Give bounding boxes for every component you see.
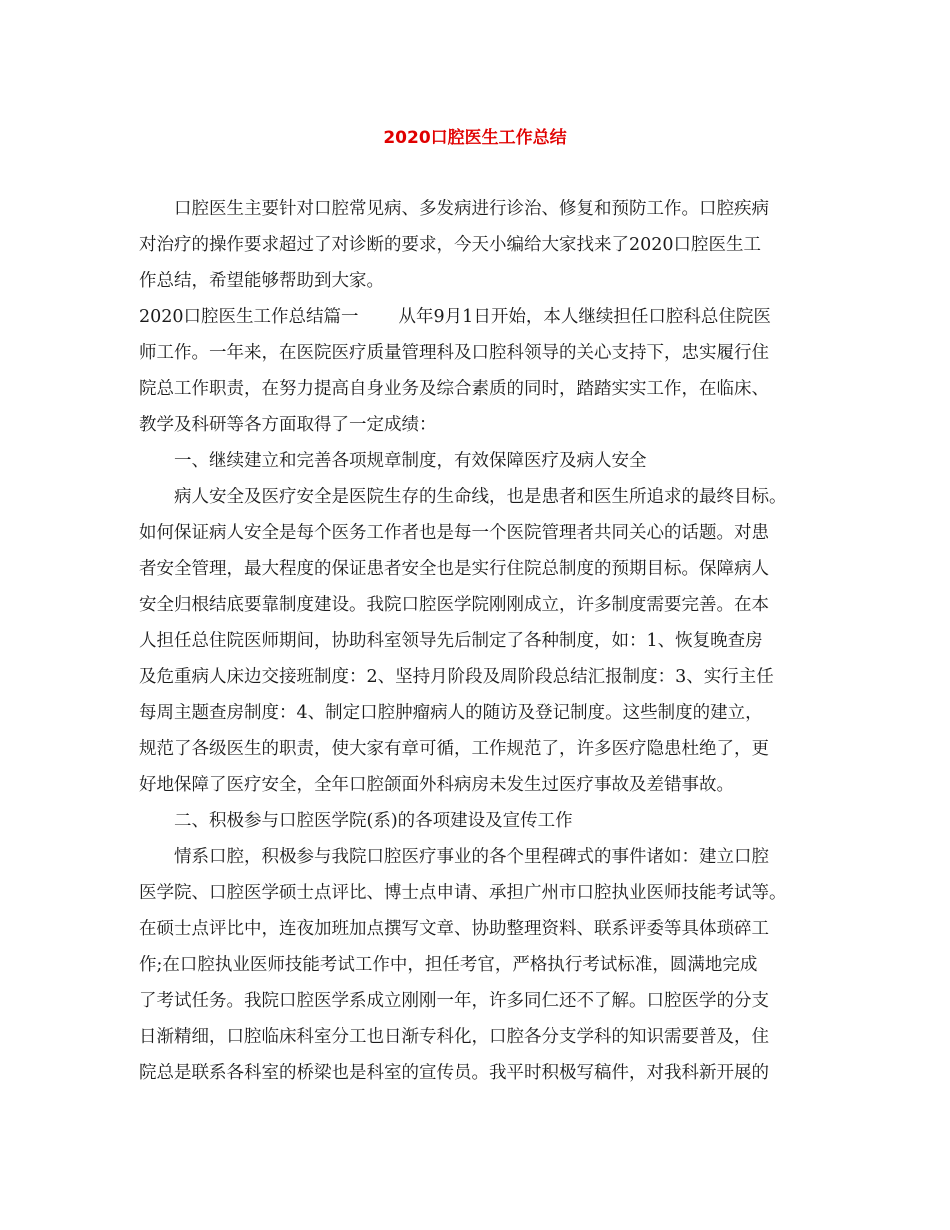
- paragraph-line: 规范了各级医生的职责，使大家有章可循，工作规范了，许多医疗隐患杜绝了，更: [139, 739, 769, 759]
- paragraph-line: 对治疗的操作要求超过了对诊断的要求，今天小编给大家找来了2020口腔医生工: [139, 235, 762, 255]
- subheading-line: 二、积极参与口腔医学院(系)的各项建设及宣传工作: [174, 811, 573, 831]
- subheading-line: 一、继续建立和完善各项规章制度，有效保障医疗及病人安全: [174, 451, 647, 471]
- paragraph-line: 口腔医生主要针对口腔常见病、多发病进行诊治、修复和预防工作。口腔疾病: [174, 199, 769, 219]
- paragraph-line: 作总结，希望能够帮助到大家。: [139, 271, 384, 291]
- paragraph-line: 病人安全及医疗安全是医院生存的生命线，也是患者和医生所追求的最终目标。: [174, 487, 787, 507]
- paragraph-line: 及危重病人床边交接班制度：2、坚持月阶段及周阶段总结汇报制度：3、实行主任: [139, 667, 774, 687]
- paragraph-line: 院总工作职责，在努力提高自身业务及综合素质的同时，踏踏实实工作，在临床、: [139, 379, 769, 399]
- paragraph-line: 医学院、口腔医学硕士点评比、博士点申请、承担广州市口腔执业医师技能考试等。: [139, 883, 787, 903]
- paragraph-line: 每周主题查房制度：4、制定口腔肿瘤病人的随访及登记制度。这些制度的建立，: [139, 703, 763, 723]
- paragraph-line: 安全归根结底要靠制度建设。我院口腔医学院刚刚成立，许多制度需要完善。在本: [139, 595, 769, 615]
- paragraph-line: 在硕士点评比中，连夜加班加点撰写文章、协助整理资料、联系评委等具体琐碎工: [139, 919, 769, 939]
- paragraph-line: 了考试任务。我院口腔医学系成立刚刚一年，许多同仁还不了解。口腔医学的分支: [139, 991, 769, 1011]
- paragraph-line: 院总是联系各科室的桥梁也是科室的宣传员。我平时积极写稿件，对我科新开展的: [139, 1063, 769, 1083]
- paragraph-line: 教学及科研等各方面取得了一定成绩：: [139, 415, 437, 435]
- document-title: 2020口腔医生工作总结: [383, 128, 567, 148]
- paragraph-line: 日渐精细，口腔临床科室分工也日渐专科化，口腔各分支学科的知识需要普及，住: [139, 1027, 769, 1047]
- section-heading-line: [139, 305, 819, 329]
- paragraph-line: 情系口腔，积极参与我院口腔医疗事业的各个里程碑式的事件诸如：建立口腔: [174, 847, 769, 867]
- paragraph-text: 从年9月1日开始，本人继续担任口腔科总住院医: [398, 307, 771, 327]
- paragraph-line: 好地保障了医疗安全，全年口腔颌面外科病房未发生过医疗事故及差错事故。: [139, 775, 734, 795]
- paragraph-line: 师工作。一年来，在医院医疗质量管理科及口腔科领导的关心支持下，忠实履行住: [139, 343, 769, 363]
- paragraph-line: 者安全管理，最大程度的保证患者安全也是实行住院总制度的预期目标。保障病人: [139, 559, 769, 579]
- paragraph-line: 如何保证病人安全是每个医务工作者也是每一个医院管理者共同关心的话题。对患: [139, 523, 769, 543]
- paragraph-line: 作;在口腔执业医师技能考试工作中，担任考官，严格执行考试标准，圆满地完成: [139, 955, 758, 975]
- paragraph-line: 人担任总住院医师期间，协助科室领导先后制定了各种制度，如：1、恢复晚查房: [139, 631, 763, 651]
- section-heading: 2020口腔医生工作总结篇一: [139, 307, 359, 327]
